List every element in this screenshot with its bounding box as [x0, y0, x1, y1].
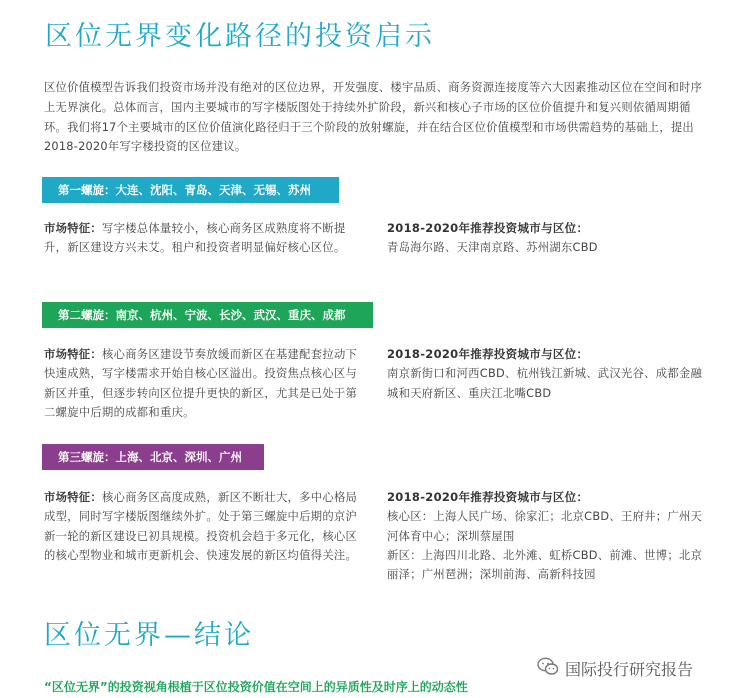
spiral-3-band: 第三螺旋：上海、北京、深圳、广州	[42, 444, 264, 470]
recommendation-title: 2018-2020年推荐投资城市与区位：	[387, 490, 589, 504]
market-label: 市场特征：	[44, 348, 102, 361]
watermark-text: 国际投行研究报告	[565, 660, 694, 679]
page-title: 区位无界变化路径的投资启示	[45, 21, 435, 52]
conclusion-title: 区位无界—结论	[44, 620, 254, 651]
recommendation-line: 新区：上海四川北路、北外滩、虹桥CBD、前滩、世博；北京丽泽；广州琶洲；深圳前海、高新科技园	[387, 548, 703, 582]
market-text: 写字楼总体量较小，核心商务区成熟度将不断提升，新区建设方兴未艾。租户和投资者明显偏好核心区位。	[44, 222, 346, 255]
spiral-1-recommendation	[387, 219, 707, 258]
recommendation-title: 2018-2020年推荐投资城市与区位：	[387, 221, 589, 235]
watermark	[533, 655, 697, 682]
recommendation-line: 核心区：上海人民广场、徐家汇；北京CBD、王府井；广州天河体育中心；深圳蔡屋围	[387, 510, 703, 543]
intro-paragraph: 区位价值模型告诉我们投资市场并没有绝对的区位边界，开发强度、楼宇品质、商务资源连接度等六大因素推动区位在空间和时序上无界演化。总体而言，国内主要城市的写字楼版图处于持续外扩阶段，新兴和核心子市场的区位价值提升和复兴则依循周期循环。我们将17个主要城市的区位价值演化路径归于三个阶段的放射螺旋，并在结合区位价值模型和市场供需趋势的基础上，提出2018-2020年写字楼投资的区位建议。	[44, 81, 703, 154]
recommendation-line: 青岛海尔路、天津南京路、苏州湖东CBD	[387, 241, 598, 255]
recommendation-title: 2018-2020年推荐投资城市与区位：	[387, 347, 589, 361]
wechat-icon	[537, 657, 559, 680]
market-label: 市场特征：	[44, 222, 102, 235]
recommendation-line: 南京新街口和河西CBD、杭州钱江新城、武汉光谷、成都金融城和天府新区、重庆江北嘴CBD	[387, 367, 703, 400]
market-label: 市场特征：	[44, 491, 102, 504]
spiral-2-band: 第二螺旋：南京、杭州、宁波、长沙、武汉、重庆、成都	[42, 302, 373, 328]
tagline: “区位无界”的投资视角根植于区位投资价值在空间上的异质性及时序上的动态性	[44, 680, 468, 694]
spiral-1-band: 第一螺旋：大连、沈阳、青岛、天津、无锡、苏州	[42, 177, 339, 203]
spiral-2-market	[44, 345, 362, 422]
spiral-2-recommendation	[387, 345, 707, 403]
market-text: 核心商务区高度成熟，新区不断壮大，多中心格局成型，同时写字楼版图继续外扩。处于第三螺旋中后期的京沪新一轮的新区建设已初具规模。投资机会趋于多元化，核心区的核心型物业和城市更新机会、快速发展的新区均值得关注。	[44, 491, 358, 562]
spiral-3-market	[44, 488, 362, 565]
spiral-1-market	[44, 219, 362, 258]
spiral-3-recommendation	[387, 488, 707, 584]
market-text: 核心商务区建设节奏放缓而新区在基建配套拉动下快速成熟，写字楼需求开始自核心区溢出。投资焦点核心区与新区并重，但逐步转向区位提升更快的新区，尤其是已处于第二螺旋中后期的成都和重庆。	[44, 348, 358, 419]
